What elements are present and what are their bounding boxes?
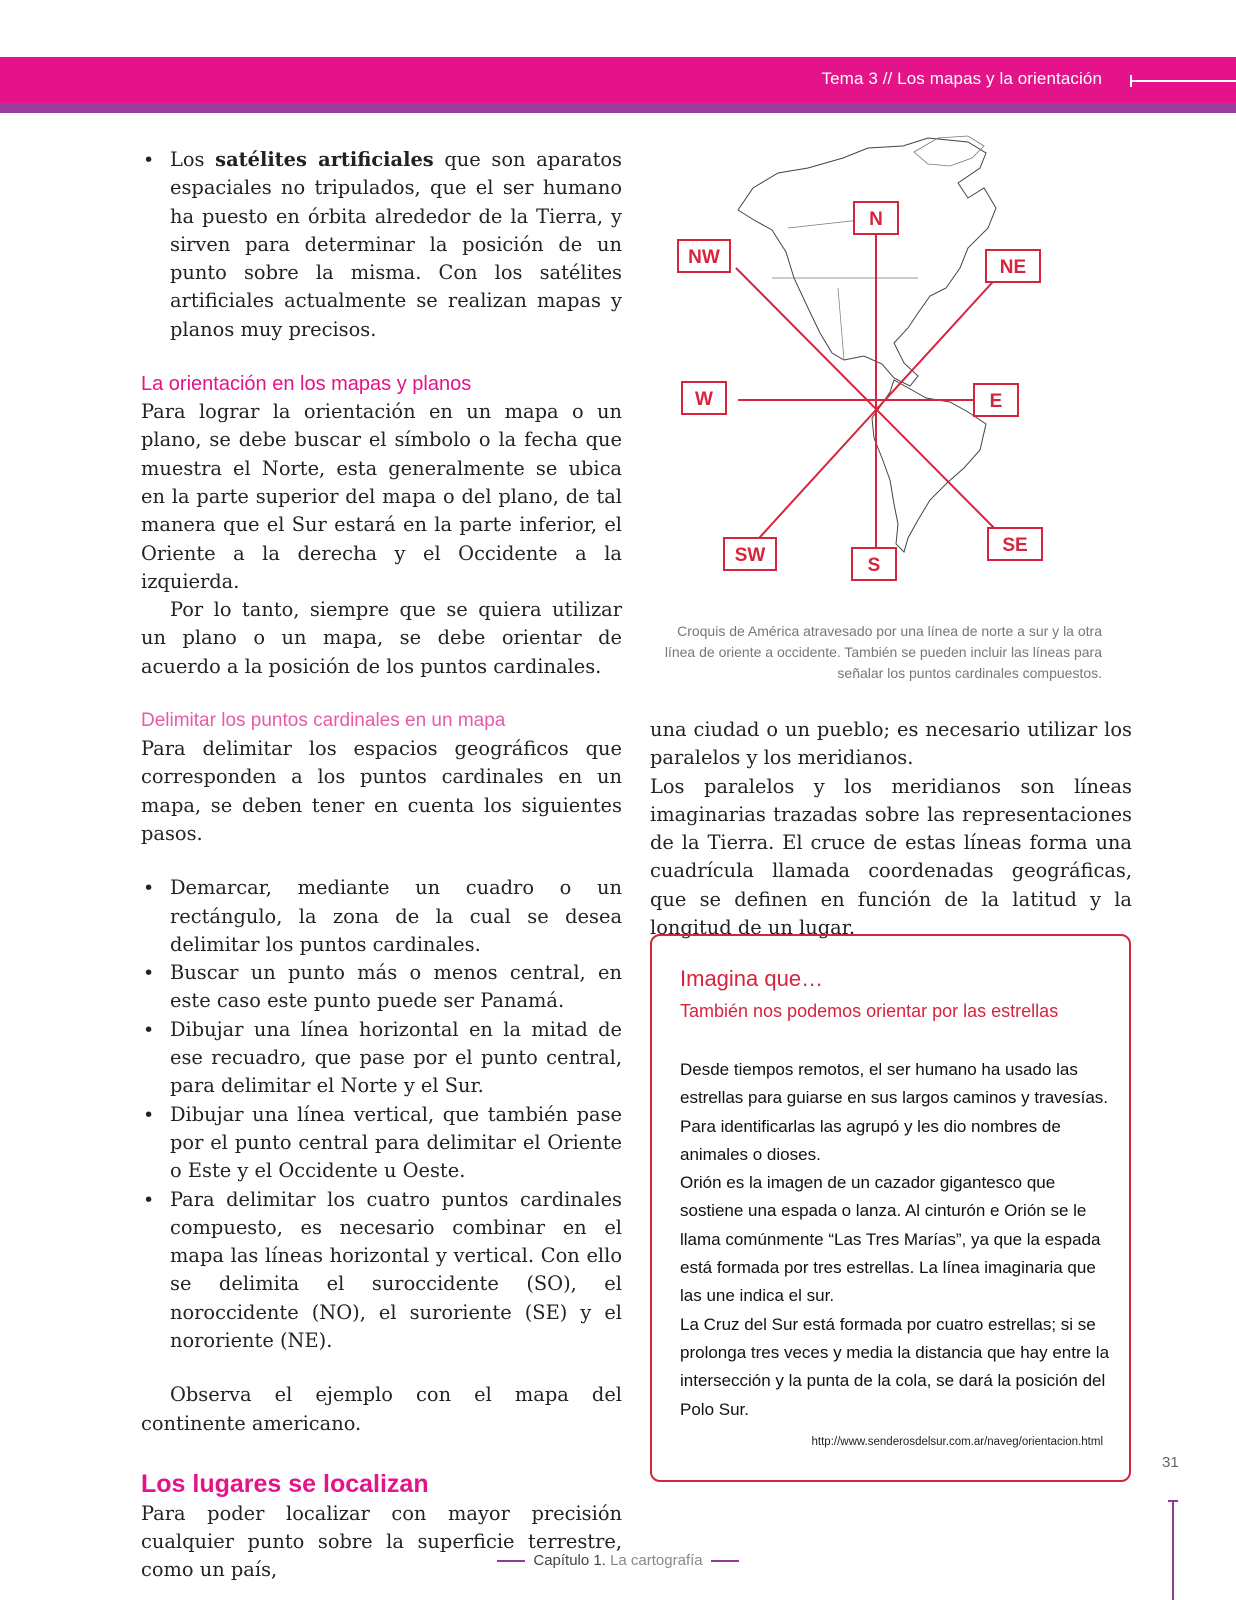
imagina-que-box bbox=[650, 934, 1131, 1482]
step-item: • Buscar un punto más o menos central, en este caso este punto puede ser Panamá. bbox=[141, 959, 622, 1016]
heading-orientacion: La orientación en los mapas y planos bbox=[141, 373, 472, 396]
heading-delimitar: Delimitar los puntos cardinales en un mapa bbox=[141, 710, 506, 732]
step-item: • Dibujar una línea vertical, que también pase por el punto central para delimitar el Oriente o Este y el Occidente u Oeste. bbox=[141, 1101, 622, 1186]
step-item: • Dibujar una línea horizontal en la mitad de ese recuadro, que pase por el punto central, para delimitar el Norte y el Sur. bbox=[141, 1016, 622, 1101]
paragraph-lugares: Para poder localizar con mayor precisión cualquier punto sobre la superficie terrestre, como un país, bbox=[141, 1501, 622, 1582]
paragraph-paralelos: Los paralelos y los meridianos son líneas imaginarias trazadas sobre las representaciones de la Tierra. El cruce de estas líneas forma una cuadrícula llamada coordenadas geográficas, que se definen en función de la latitud y la longitud de un lugar. bbox=[650, 774, 1132, 940]
header-rule bbox=[1130, 80, 1236, 82]
box-subtitle: También nos podemos orientar por las estrellas bbox=[680, 1001, 1059, 1021]
footer-rule-right bbox=[711, 1560, 739, 1562]
sw-label: SW bbox=[734, 545, 766, 566]
compass-lines bbox=[736, 232, 1008, 550]
footer-title: La cartografía bbox=[610, 1552, 703, 1569]
s-label: S bbox=[867, 555, 881, 576]
ne-label: NE bbox=[999, 257, 1027, 278]
e-label: E bbox=[989, 391, 1003, 412]
america-compass-map bbox=[668, 128, 1098, 610]
paragraph-por-lo-tanto: Por lo tanto, siempre que se quiera utilizar un plano o un mapa, se debe orientar de acuerdo a la posición de los puntos cardinales. bbox=[141, 598, 622, 678]
box-title: Imagina que… bbox=[680, 966, 824, 991]
box-paragraph: La Cruz del Sur está formada por cuatro estrellas; si se prolonga tres veces y media la distancia que hay entre la intersección y la punta de la cola, se dará la posición del Polo Sur. bbox=[680, 1314, 1110, 1419]
bullet-satelites: • Los satélites artificiales que son aparatos espaciales no tripulados, que el ser humano ha puesto en órbita alrededor de la Tierra, y sirven para determinar la posición de un punto sobre la misma. Con los satélites artificiales actualmente se realizan mapas y planos muy precisos. bbox=[141, 146, 622, 344]
header-title: Tema 3 // Los mapas y la orientación bbox=[821, 69, 1102, 88]
left-column bbox=[141, 146, 622, 1585]
paragraph-delimitar: Para delimitar los espacios geográficos que corresponden a los puntos cardinales en un mapa, se deben tener en cuenta los siguientes pasos. bbox=[141, 737, 622, 845]
box-paragraph: Desde tiempos remotos, el ser humano ha usado las estrellas para guiarse en sus largos caminos y travesías. Para identificarlas las agrupó y les dio nombres de animales o dioses. bbox=[680, 1060, 1109, 1164]
south-america-outline bbox=[872, 380, 986, 552]
heading-lugares: Los lugares se localizan bbox=[141, 1469, 429, 1498]
north-america-outline bbox=[738, 138, 996, 386]
step-item: • Para delimitar los cuatro puntos cardinales compuesto, es necesario combinar en el mapa las líneas horizontal y vertical. Con ello se delimita el suroccidente (SO), el noroccidente (NO), el suroriente (SE) y el nororiente (NE). bbox=[141, 1186, 622, 1356]
figure-caption: Croquis de América atravesado por una línea de norte a sur y la otra línea de oriente a occidente. También se pueden incluir las líneas para señalar los puntos cardinales compuestos. bbox=[664, 623, 1102, 681]
map-svg bbox=[668, 128, 1098, 610]
box-body bbox=[680, 1056, 1120, 1424]
source-url: http://www.senderosdelsur.com.ar/naveg/orientacion.html bbox=[811, 1436, 1103, 1448]
step-item: • Demarcar, mediante un cuadro o un rectángulo, la zona de la cual se desea delimitar los puntos cardinales. bbox=[141, 874, 622, 959]
se-label: SE bbox=[1002, 535, 1028, 556]
paragraph-ciudad: una ciudad o un pueblo; es necesario utilizar los paralelos y los meridianos. bbox=[650, 718, 1132, 770]
paragraph-orientacion: Para lograr la orientación en un mapa o un plano, se debe buscar el símbolo o la fecha que muestra el Norte, esta generalmente se ubica en la parte superior del mapa o del plano, de tal manera que el Sur estará en la parte inferior, el Oriente a la derecha y el Occidente a la izquierda. bbox=[141, 400, 622, 593]
paragraph-observa: Observa el ejemplo con el mapa del continente americano. bbox=[141, 1383, 622, 1435]
header-stripe bbox=[0, 103, 1236, 113]
bold-term: satélites artificiales bbox=[215, 148, 434, 171]
footer-rule-left bbox=[497, 1560, 525, 1562]
page-number: 31 bbox=[1162, 1454, 1179, 1471]
box-paragraph: Orión es la imagen de un cazador gigantesco que sostiene una espada o lanza. Al cinturón e Orión se le llama comúnmente “Las Tres Marías”, ya que la espada está formada por tres estrellas. La línea imaginaria que las une indica el sur. bbox=[680, 1173, 1101, 1306]
border-lines bbox=[772, 218, 918, 360]
nw-label: NW bbox=[688, 247, 720, 268]
w-label: W bbox=[695, 389, 713, 410]
footer-chapter: Capítulo 1. bbox=[533, 1552, 606, 1569]
side-rule bbox=[1172, 1500, 1174, 1600]
footer bbox=[0, 1552, 1236, 1569]
n-label: N bbox=[869, 209, 883, 230]
right-column bbox=[650, 716, 1132, 942]
